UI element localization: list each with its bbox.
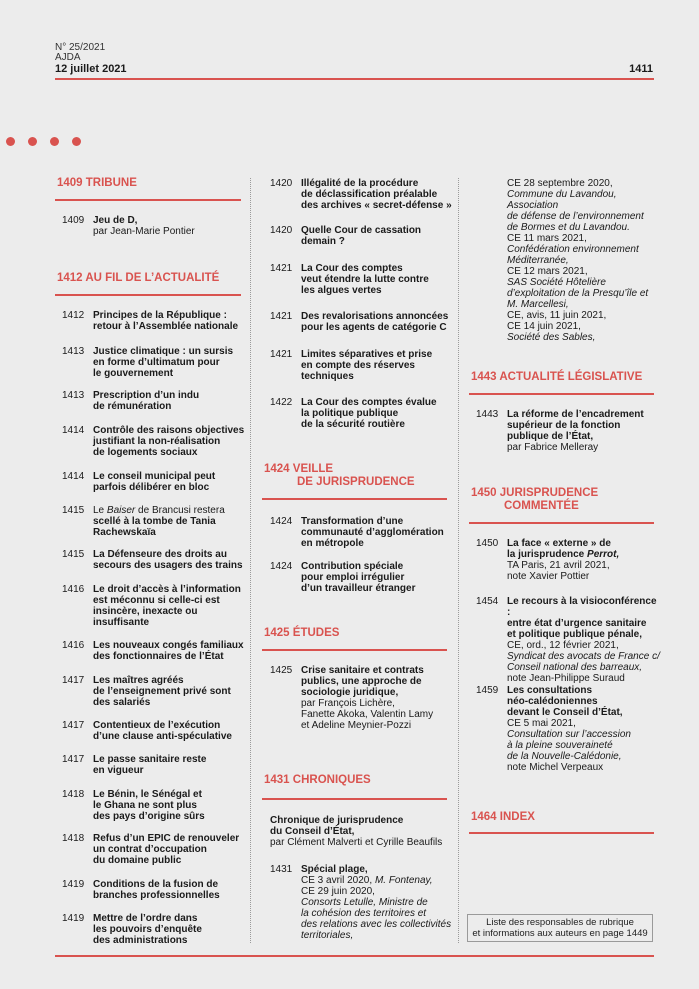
section-title-chroniques: 1431 CHRONIQUES <box>264 774 371 786</box>
section-title-etudes: 1425 ÉTUDES <box>264 627 340 639</box>
section-title-legislative: 1443 ACTUALITÉ LÉGISLATIVE <box>471 371 643 383</box>
section-title-veille-2: DE JURISPRUDENCE <box>297 476 415 488</box>
section-title-commentee: 1450 JURISPRUDENCE <box>471 487 599 499</box>
column-divider <box>458 178 459 943</box>
footer-rule <box>55 955 654 957</box>
chronique-continuation: CE 28 septembre 2020, Commune du Lavandou, Association de défense de l’environnement de Bormes et du Lavandou. CE 11 mars 2021, Confédération environnement Méditerranée, CE 12 mars 2021, SAS Société Hôtelière d’exploitation de la Presqu’île et M. Marcellesi, CE, avis, 11 juin 2021, CE 14 juin 2021, Société des Sables, <box>507 178 649 343</box>
section-title-index[interactable]: 1464 INDEX <box>471 811 535 823</box>
page-number: 1411 <box>629 63 653 75</box>
issue-date: 12 juillet 2021 <box>55 63 127 75</box>
journal-name: AJDA <box>55 52 81 63</box>
issue-number: N° 25/2021 <box>55 42 106 53</box>
section-title-tribune: 1409 TRIBUNE <box>57 177 137 189</box>
section-rule <box>262 498 447 500</box>
decorative-dots <box>6 133 94 151</box>
section-rule <box>469 832 654 834</box>
info-box: Liste des responsables de rubrique et informations aux auteurs en page 1449 <box>467 914 653 942</box>
section-rule <box>262 649 447 651</box>
chronique-intro[interactable]: Chronique de jurisprudence du Conseil d’État, par Clément Malverti et Cyrille Beaufils <box>270 815 443 848</box>
section-rule <box>469 393 654 395</box>
section-title-veille: 1424 VEILLE <box>264 463 334 475</box>
section-rule <box>262 798 447 800</box>
section-rule <box>469 522 654 524</box>
section-rule <box>55 294 241 296</box>
column-divider <box>250 178 251 943</box>
section-rule <box>55 199 241 201</box>
section-title-commentee-2: COMMENTÉE <box>504 500 579 512</box>
section-title-actualite: 1412 AU FIL DE L’ACTUALITÉ <box>57 272 220 284</box>
header-rule <box>55 78 654 80</box>
